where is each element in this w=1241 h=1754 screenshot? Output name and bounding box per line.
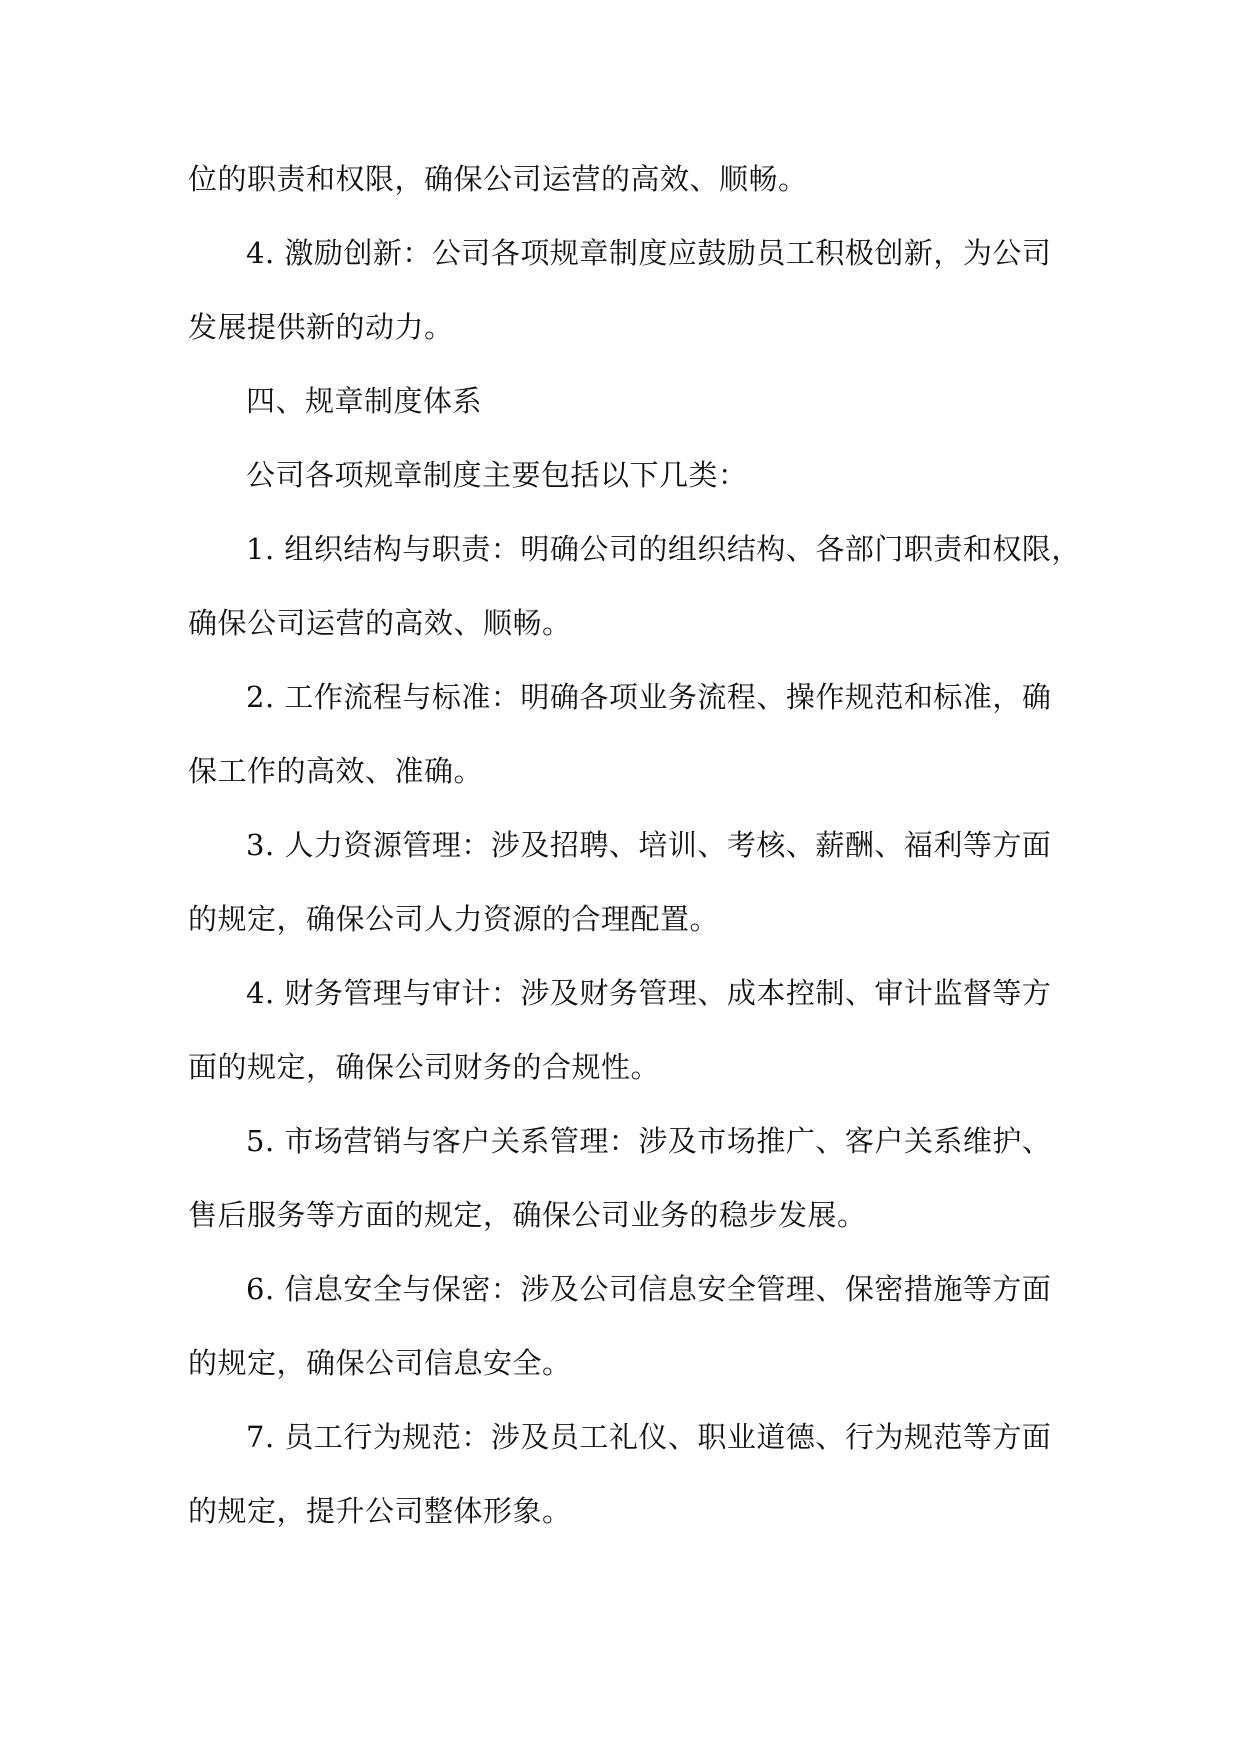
list-item-line: 2. 工作流程与标准：明确各项业务流程、操作规范和标准，确 [246, 680, 1052, 714]
list-item-line: 3. 人力资源管理：涉及招聘、培训、考核、薪酬、福利等方面 [246, 828, 1052, 862]
list-item-line: 1. 组织结构与职责：明确公司的组织结构、各部门职责和权限， [246, 532, 1081, 566]
list-item-line: 4. 激励创新：公司各项规章制度应鼓励员工积极创新，为公司 [246, 236, 1052, 270]
list-item-line: 6. 信息安全与保密：涉及公司信息安全管理、保密措施等方面 [246, 1272, 1052, 1306]
list-item-line: 5. 市场营销与客户关系管理：涉及市场推广、客户关系维护、 [246, 1124, 1052, 1158]
paragraph-line: 的规定，确保公司人力资源的合理配置。 [188, 902, 720, 936]
paragraph-line: 的规定，提升公司整体形象。 [188, 1494, 572, 1528]
paragraph-line: 保工作的高效、准确。 [188, 754, 484, 788]
document-body [188, 142, 1081, 1548]
list-item-line: 4. 财务管理与审计：涉及财务管理、成本控制、审计监督等方 [246, 976, 1052, 1010]
paragraph-line: 位的职责和权限，确保公司运营的高效、顺畅。 [188, 162, 808, 196]
paragraph-line: 面的规定，确保公司财务的合规性。 [188, 1050, 661, 1084]
paragraph-line: 发展提供新的动力。 [188, 310, 454, 344]
list-item-line: 7. 员工行为规范：涉及员工礼仪、职业道德、行为规范等方面 [246, 1420, 1052, 1454]
paragraph-line: 售后服务等方面的规定，确保公司业务的稳步发展。 [188, 1198, 867, 1232]
paragraph-line: 确保公司运营的高效、顺畅。 [188, 606, 572, 640]
paragraph-line: 的规定，确保公司信息安全。 [188, 1346, 572, 1380]
paragraph-line: 公司各项规章制度主要包括以下几类： [246, 458, 748, 492]
section-heading: 四、规章制度体系 [246, 384, 483, 418]
